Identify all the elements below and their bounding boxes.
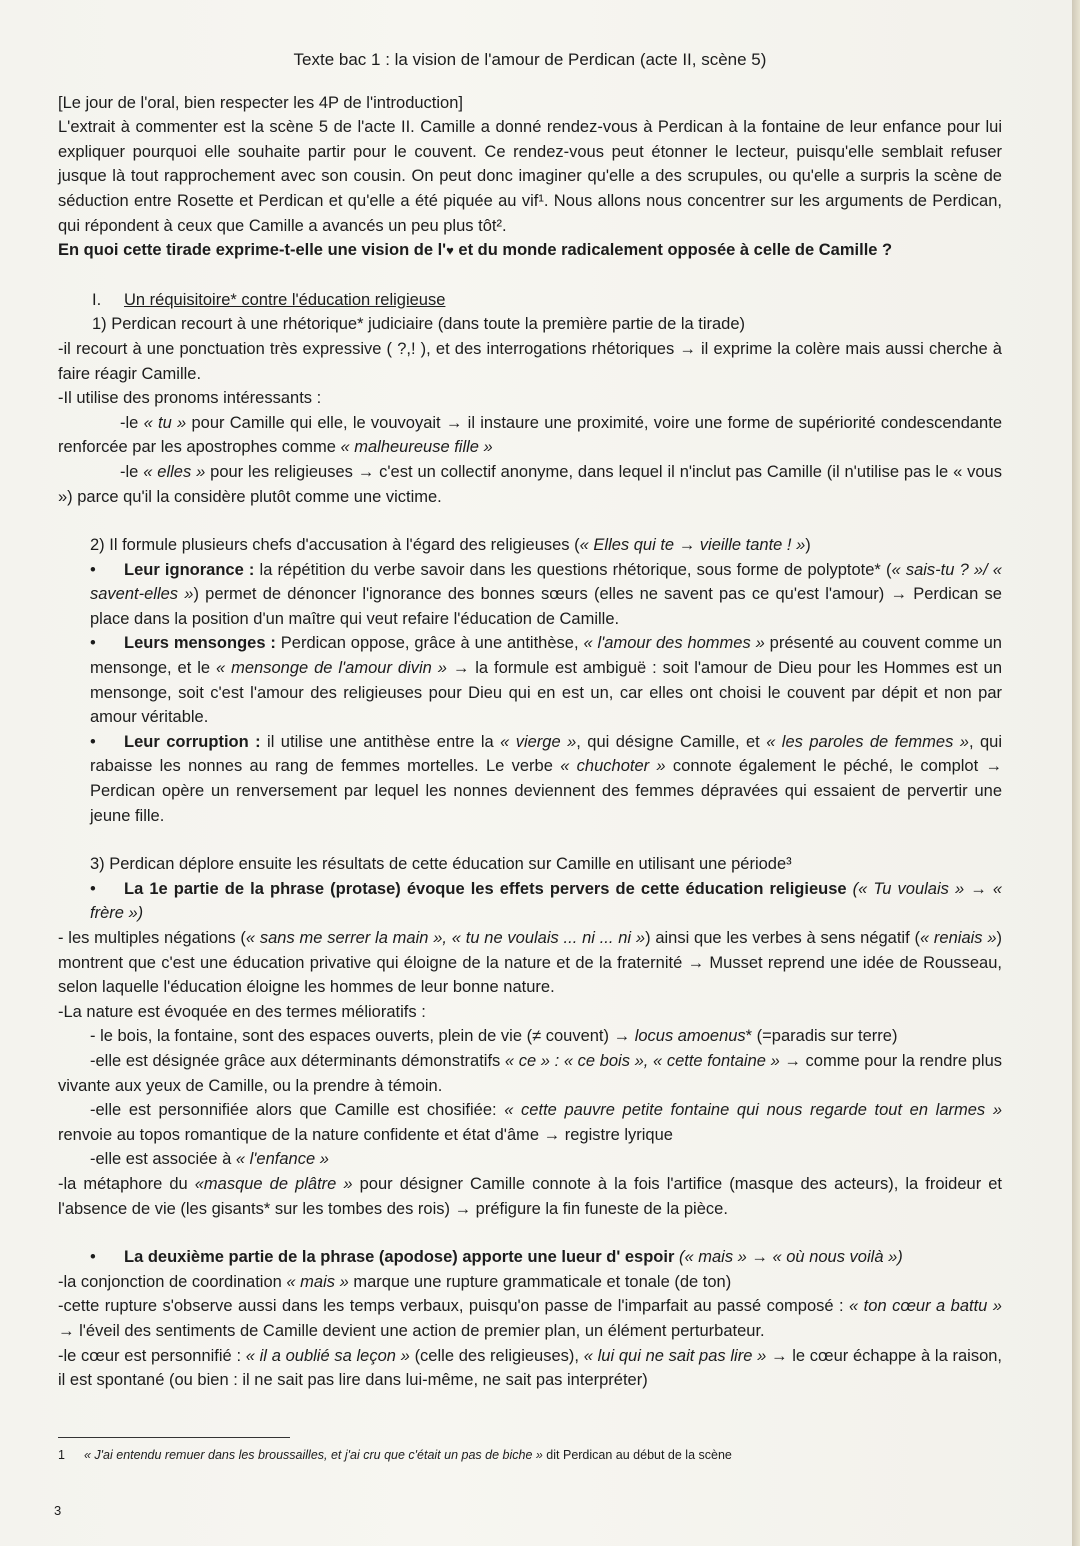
s3-l8-b: marque une rupture grammaticale et tonale (de ton) bbox=[348, 1272, 732, 1291]
page-number: 3 bbox=[54, 1503, 62, 1518]
s1-l3-b: pour Camille qui elle, le vouvoyait → il instaure une proximité, voire une forme de supériorité condescendante renforcée par les apostrophes comme bbox=[58, 413, 1002, 457]
s1-l3-quote: « tu » bbox=[143, 413, 187, 432]
s1-line4 bbox=[58, 460, 1002, 509]
s3-l10-a: -le cœur est personnifié : bbox=[58, 1346, 246, 1365]
problematic-end: et du monde radicalement opposée à celle de Camille ? bbox=[453, 241, 893, 260]
s2-b3-quote2: « les paroles de femmes » bbox=[766, 732, 969, 751]
footnote-number: 1 bbox=[58, 1447, 65, 1462]
section2-heading bbox=[58, 533, 1002, 558]
s3-line2: -La nature est évoquée en des termes mélioratifs : bbox=[58, 1002, 426, 1021]
s2-b3-a: il utilise une antithèse entre la bbox=[260, 732, 501, 751]
s2-b1-head: Leur ignorance : bbox=[124, 560, 255, 579]
s1-line2: -Il utilise des pronoms intéressants : bbox=[58, 389, 322, 408]
s1-l4-a: -le bbox=[120, 462, 144, 481]
s2-b1-quote: « sais-tu ? »/ « savent-elles » bbox=[90, 560, 1002, 604]
bullet-icon: • bbox=[90, 1248, 96, 1267]
s2-b2-c: → la formule est ambiguë : soit l'amour de Dieu pour les Hommes est un mensonge, soit c'est l'amour des religieuses pour Dieu qui en est un, car elles ont choisi le couvent par dépit et non par amour véritable. bbox=[90, 659, 1002, 727]
s1-l3-quote2: « malheureuse fille » bbox=[340, 438, 493, 457]
page-edge bbox=[1072, 0, 1080, 1546]
s2-b3-quote: « vierge » bbox=[500, 732, 577, 751]
s2-b3-d: connote également le péché, le complot → Perdican opère un renversement par lequel les nonnes deviennent des femmes dépravées qui essaient de pervertir une jeune fille. bbox=[90, 757, 1002, 825]
heart-icon: ♥ bbox=[446, 243, 454, 259]
s3-l5-a: -elle est personnifiée alors que Camille est chosifiée: bbox=[90, 1101, 505, 1120]
s3-b1-quote: (« Tu voulais » → « frère ») bbox=[90, 879, 1002, 923]
footnote-text: dit Perdican au début de la scène bbox=[542, 1447, 732, 1462]
s3-l3-a: - le bois, la fontaine, sont des espaces ouverts, plein de vie (≠ couvent) → bbox=[90, 1027, 635, 1046]
s1-l3-a: -le bbox=[120, 413, 144, 432]
s1-line1: -il recourt à une ponctuation très expressive ( ?,! ), et des interrogations rhétoriques → il exprime la colère mais aussi cherche à faire réagir Camille. bbox=[58, 339, 1002, 383]
s3-l4-a: -elle est désignée grâce aux déterminants démonstratifs bbox=[90, 1051, 505, 1070]
s2-bullet1 bbox=[58, 558, 1002, 632]
section3-heading: 3) Perdican déplore ensuite les résultats de cette éducation sur Camille en utilisant une période³ bbox=[90, 855, 792, 874]
s3-l1-quote: « sans me serrer la main », « tu ne voulais ... ni ... ni » bbox=[245, 929, 646, 947]
s1-l4-quote: « elles » bbox=[143, 462, 206, 481]
s3-l5-b: renvoie au topos romantique de la nature confidente et état d'âme → registre lyrique bbox=[58, 1125, 673, 1144]
s3-l7-b: pour désigner Camille connote à la fois l'artifice (masque des acteurs), la froideur et l'absence de vie (les gisants* sur les tombes des rois) → préfigure la fin funeste de la pièce. bbox=[58, 1174, 1002, 1218]
s2-b1-a: la répétition du verbe savoir dans les questions rhétorique, sous forme de polyptote* ( bbox=[254, 560, 892, 579]
s2-head-quote: « Elles qui te → vieille tante ! » bbox=[579, 536, 806, 555]
footnote-rule bbox=[58, 1437, 290, 1438]
s3-l7-a: -la métaphore du bbox=[58, 1174, 195, 1193]
s2-b2-b: présenté au couvent comme un mensonge, et le bbox=[90, 634, 1002, 678]
s3-line5 bbox=[58, 1098, 1002, 1147]
s1-l4-b: pour les religieuses → c'est un collectif anonyme, dans lequel il n'inclut pas Camille (il n'utilise pas le « vous ») parce qu'il la considère plutôt comme une victime. bbox=[58, 462, 1002, 506]
s2-b3-quote3: « chuchoter » bbox=[560, 757, 666, 776]
s3-l9-b: → l'éveil des sentiments de Camille devient une action de premier plan, un élément perturbateur. bbox=[58, 1321, 765, 1340]
s3-l6-quote: « l'enfance » bbox=[235, 1150, 329, 1169]
s3-l10-quote2: « lui qui ne sait pas lire » bbox=[583, 1346, 767, 1365]
footnote-1 bbox=[58, 1446, 1002, 1464]
problematic bbox=[58, 238, 1002, 264]
s3-l3-quote: locus amoenus bbox=[634, 1027, 746, 1046]
s2-b2-quote2: « mensonge de l'amour divin » bbox=[216, 659, 447, 678]
s3-l1-c: ) montrent que c'est une éducation privative qui éloigne de la nature et de la fraternité → Musset reprend une idée de Rousseau, selon laquelle l'éducation éloigne les hommes de leur bonne nature. bbox=[58, 929, 1002, 997]
s2-b2-a: Perdican oppose, grâce à une antithèse, bbox=[275, 634, 584, 653]
s2-b3-b: , qui désigne Camille, et bbox=[576, 732, 767, 751]
document-body bbox=[58, 48, 1002, 1464]
s3-l5-quote: « cette pauvre petite fontaine qui nous regarde tout en larmes » bbox=[504, 1101, 1002, 1120]
footnote-quote: « J'ai entendu remuer dans les broussailles, et j'ai cru que c'était un pas de biche » bbox=[84, 1447, 543, 1462]
s3-l1-a: - les multiples négations ( bbox=[58, 929, 246, 947]
s3-l1-quote2: « reniais » bbox=[919, 929, 997, 947]
s3-line6 bbox=[58, 1147, 1002, 1172]
s2-bullet3 bbox=[58, 730, 1002, 828]
s3-l1-b: ) ainsi que les verbes à sens négatif ( bbox=[645, 929, 920, 947]
bullet-icon: • bbox=[90, 732, 96, 751]
s3-l10-c: → le cœur échappe à la raison, il est spontané (ou bien : il ne sait pas lire dans lui-même, ne sait pas interpréter) bbox=[58, 1346, 1003, 1390]
s3-line9 bbox=[58, 1294, 1002, 1343]
s3-line3 bbox=[58, 1024, 1002, 1049]
bullet-icon: • bbox=[90, 879, 96, 898]
s2-head: 2) Il formule plusieurs chefs d'accusation à l'égard des religieuses ( bbox=[90, 536, 580, 555]
s3-l7-quote: «masque de plâtre » bbox=[194, 1174, 353, 1193]
s3-line4 bbox=[58, 1049, 1002, 1098]
s3-l9-quote: « ton cœur a battu » bbox=[849, 1297, 1002, 1316]
intro-note: [Le jour de l'oral, bien respecter les 4P de l'introduction] bbox=[58, 93, 463, 112]
intro-paragraph: L'extrait à commenter est la scène 5 de l'acte II. Camille a donné rendez-vous à Perdican à la fontaine de leur enfance pour lui expliquer pourquoi elle souhaite partir pour le couvent. Ce rendez-vous peut étonner le lecteur, puisqu'elle semblait refuser jusque là tout rapprochement avec son cousin. On peut donc imaginer qu'elle a des scrupules, ou qu'elle a surpris la scène de séduction entre Rosette et Perdican et qu'elle a été piquée au vif¹. Nous allons nous concentrer sur les arguments de Perdican, qui répondent à ceux que Camille a avancés un peu plus tôt². bbox=[58, 118, 1002, 235]
s3-l9-a: -cette rupture s'observe aussi dans les temps verbaux, puisqu'on passe de l'imparfait au passé composé : bbox=[58, 1297, 850, 1316]
part1-heading bbox=[58, 288, 1002, 313]
s2-bullet2 bbox=[58, 631, 1002, 729]
s3-line8 bbox=[58, 1270, 1002, 1295]
s3-line1 bbox=[58, 926, 1002, 1000]
problematic-start: En quoi cette tirade exprime-t-elle une vision de l' bbox=[58, 241, 447, 260]
s2-b3-c: , qui rabaisse les nonnes au rang de femmes mortelles. Le verbe bbox=[90, 732, 1003, 776]
s3-l10-quote: « il a oublié sa leçon » bbox=[245, 1346, 410, 1365]
s3-l8-a: -la conjonction de coordination bbox=[58, 1272, 287, 1291]
s3-bullet2 bbox=[58, 1245, 1002, 1270]
s3-l3-b: * (=paradis sur terre) bbox=[745, 1027, 898, 1046]
part1-number: I. bbox=[92, 290, 102, 309]
s2-b2-head: Leurs mensonges : bbox=[124, 634, 276, 653]
s3-b2-head: La deuxième partie de la phrase (apodose) apporte une lueur d' espoir bbox=[124, 1248, 675, 1267]
section1-heading: 1) Perdican recourt à une rhétorique* judiciaire (dans toute la première partie de la tirade) bbox=[92, 315, 746, 334]
s1-line3 bbox=[58, 411, 1002, 460]
s3-l6-a: -elle est associée à bbox=[90, 1150, 236, 1169]
s3-l4-quote: « ce » : « ce bois », « cette fontaine » bbox=[504, 1051, 780, 1070]
s3-b1-head: La 1e partie de la phrase (protase) évoque les effets pervers de cette éducation religieuse bbox=[124, 879, 847, 898]
s2-b1-b: ) permet de dénoncer l'ignorance des bonnes sœurs (elles ne savent pas ce qu'est l'amour) → Perdican se place dans la position d'un maître qui veut refaire l'éducation de Camille. bbox=[90, 585, 1002, 628]
s3-bullet1 bbox=[58, 877, 1002, 926]
bullet-icon: • bbox=[90, 634, 96, 653]
s3-l10-b: (celle des religieuses), bbox=[409, 1346, 584, 1365]
s2-b2-quote: « l'amour des hommes » bbox=[583, 634, 765, 653]
s3-l8-quote: « mais » bbox=[286, 1272, 349, 1291]
part1-title: Un réquisitoire* contre l'éducation religieuse bbox=[124, 290, 446, 309]
document-title: Texte bac 1 : la vision de l'amour de Perdican (acte II, scène 5) bbox=[293, 50, 767, 69]
s3-b2-quote: (« mais » → « où nous voilà ») bbox=[674, 1248, 903, 1267]
s2-b3-head: Leur corruption : bbox=[124, 732, 261, 751]
s3-line7 bbox=[58, 1172, 1002, 1221]
s3-l4-b: → comme pour la rendre plus vivante aux yeux de Camille, ou la prendre à témoin. bbox=[58, 1051, 1003, 1095]
s3-line10 bbox=[58, 1344, 1002, 1393]
s2-head-end: ) bbox=[805, 536, 811, 555]
bullet-icon: • bbox=[90, 560, 96, 579]
